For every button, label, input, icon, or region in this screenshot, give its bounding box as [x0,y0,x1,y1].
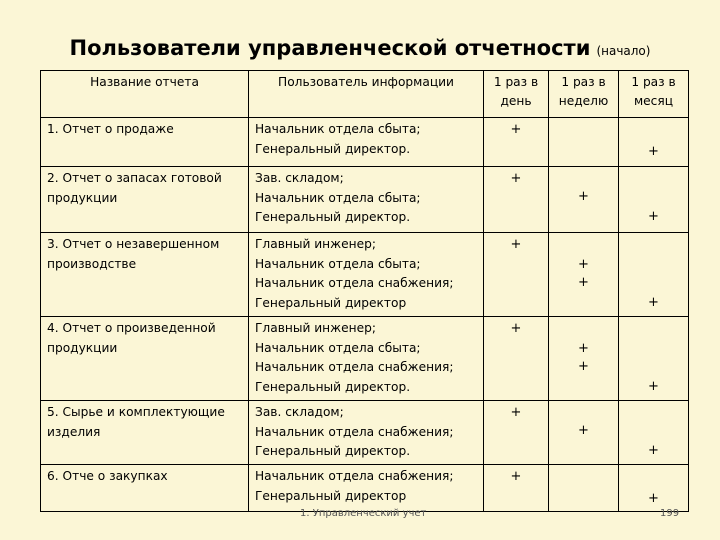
plus-mark: + [648,443,659,458]
frequency-weekly [549,167,619,233]
title-text: Пользователи управленческой отчетности [69,36,591,60]
footer-caption: 1. Управленческий учет [300,508,427,519]
header-name: Название отчета [41,71,249,118]
header-weekly: 1 раз в неделю [549,71,619,118]
user-line: Генеральный директор. [255,444,411,458]
user-line: Генеральный директор [255,488,407,503]
report-name: 5. Сырье и комплектующие изделия [41,401,249,465]
header-user: Пользователь информации [249,71,484,118]
user-line: Начальник отдела сбыта; [255,190,421,205]
frequency-weekly [549,118,619,167]
report-name: 3. Отчет о незавершенном производстве [41,233,249,317]
plus-mark: + [578,275,589,290]
title-note: (начало) [596,44,651,58]
frequency-monthly [619,465,689,512]
report-name: 2. Отчет о запасах готовой продукции [41,167,249,233]
frequency-monthly [619,167,689,233]
frequency-weekly [549,401,619,465]
frequency-weekly [549,233,619,317]
report-users [249,401,484,465]
frequency-monthly [619,118,689,167]
table-body [41,118,689,512]
plus-mark: + [578,423,589,438]
user-line: Генеральный директор. [255,141,411,156]
report-users [249,317,484,401]
frequency-daily [484,233,549,317]
table-row [41,401,689,465]
frequency-monthly [619,401,689,465]
plus-mark: + [578,257,589,272]
plus-mark: + [578,189,589,204]
table-row [41,233,689,317]
plus-mark: + [648,144,659,159]
user-line: Начальник отдела сбыта; [255,256,421,271]
plus-mark: + [648,209,659,224]
report-name: 4. Отчет о произведенной продукции [41,317,249,401]
user-line: Генеральный директор [255,295,407,310]
plus-mark: + [510,171,522,186]
table-row [41,167,689,233]
plus-mark: + [648,491,659,506]
plus-mark: + [510,237,522,252]
user-line: Начальник отдела сбыта; [255,122,421,136]
frequency-daily [484,465,549,512]
header-monthly: 1 раз в месяц [619,71,689,118]
plus-mark: + [648,295,659,310]
frequency-monthly [619,233,689,317]
user-line: Начальник отдела снабжения; [255,469,454,483]
report-users [249,167,484,233]
user-line: Начальник отдела сбыта; [255,340,421,355]
user-line: Начальник отдела снабжения; [255,276,454,290]
report-name: 6. Отче о закупках [41,465,249,512]
user-line: Главный инженер; [255,237,376,251]
header-daily: 1 раз в день [484,71,549,118]
report-users [249,465,484,512]
table-header-row [41,71,689,118]
user-line: Зав. складом; [255,171,344,185]
frequency-daily [484,317,549,401]
page-title [0,36,720,60]
plus-mark: + [578,341,589,356]
plus-mark: + [510,321,522,336]
frequency-weekly [549,317,619,401]
plus-mark: + [510,405,522,420]
reports-table [40,70,689,512]
table-row [41,317,689,401]
frequency-daily [484,167,549,233]
user-line: Начальник отдела снабжения; [255,424,454,439]
report-name: 1. Отчет о продаже [41,118,249,167]
table-row [41,465,689,512]
frequency-monthly [619,317,689,401]
user-line: Генеральный директор. [255,379,411,394]
frequency-daily [484,118,549,167]
report-users [249,233,484,317]
user-line: Генеральный директор. [255,210,411,224]
page-number: 199 [660,508,680,519]
plus-mark: + [648,379,659,394]
plus-mark: + [578,359,589,374]
user-line: Начальник отдела снабжения; [255,360,454,374]
frequency-weekly [549,465,619,512]
user-line: Главный инженер; [255,321,376,335]
user-line: Зав. складом; [255,405,344,419]
plus-mark: + [510,469,522,484]
table-row [41,118,689,167]
frequency-daily [484,401,549,465]
plus-mark: + [510,122,522,137]
report-users [249,118,484,167]
